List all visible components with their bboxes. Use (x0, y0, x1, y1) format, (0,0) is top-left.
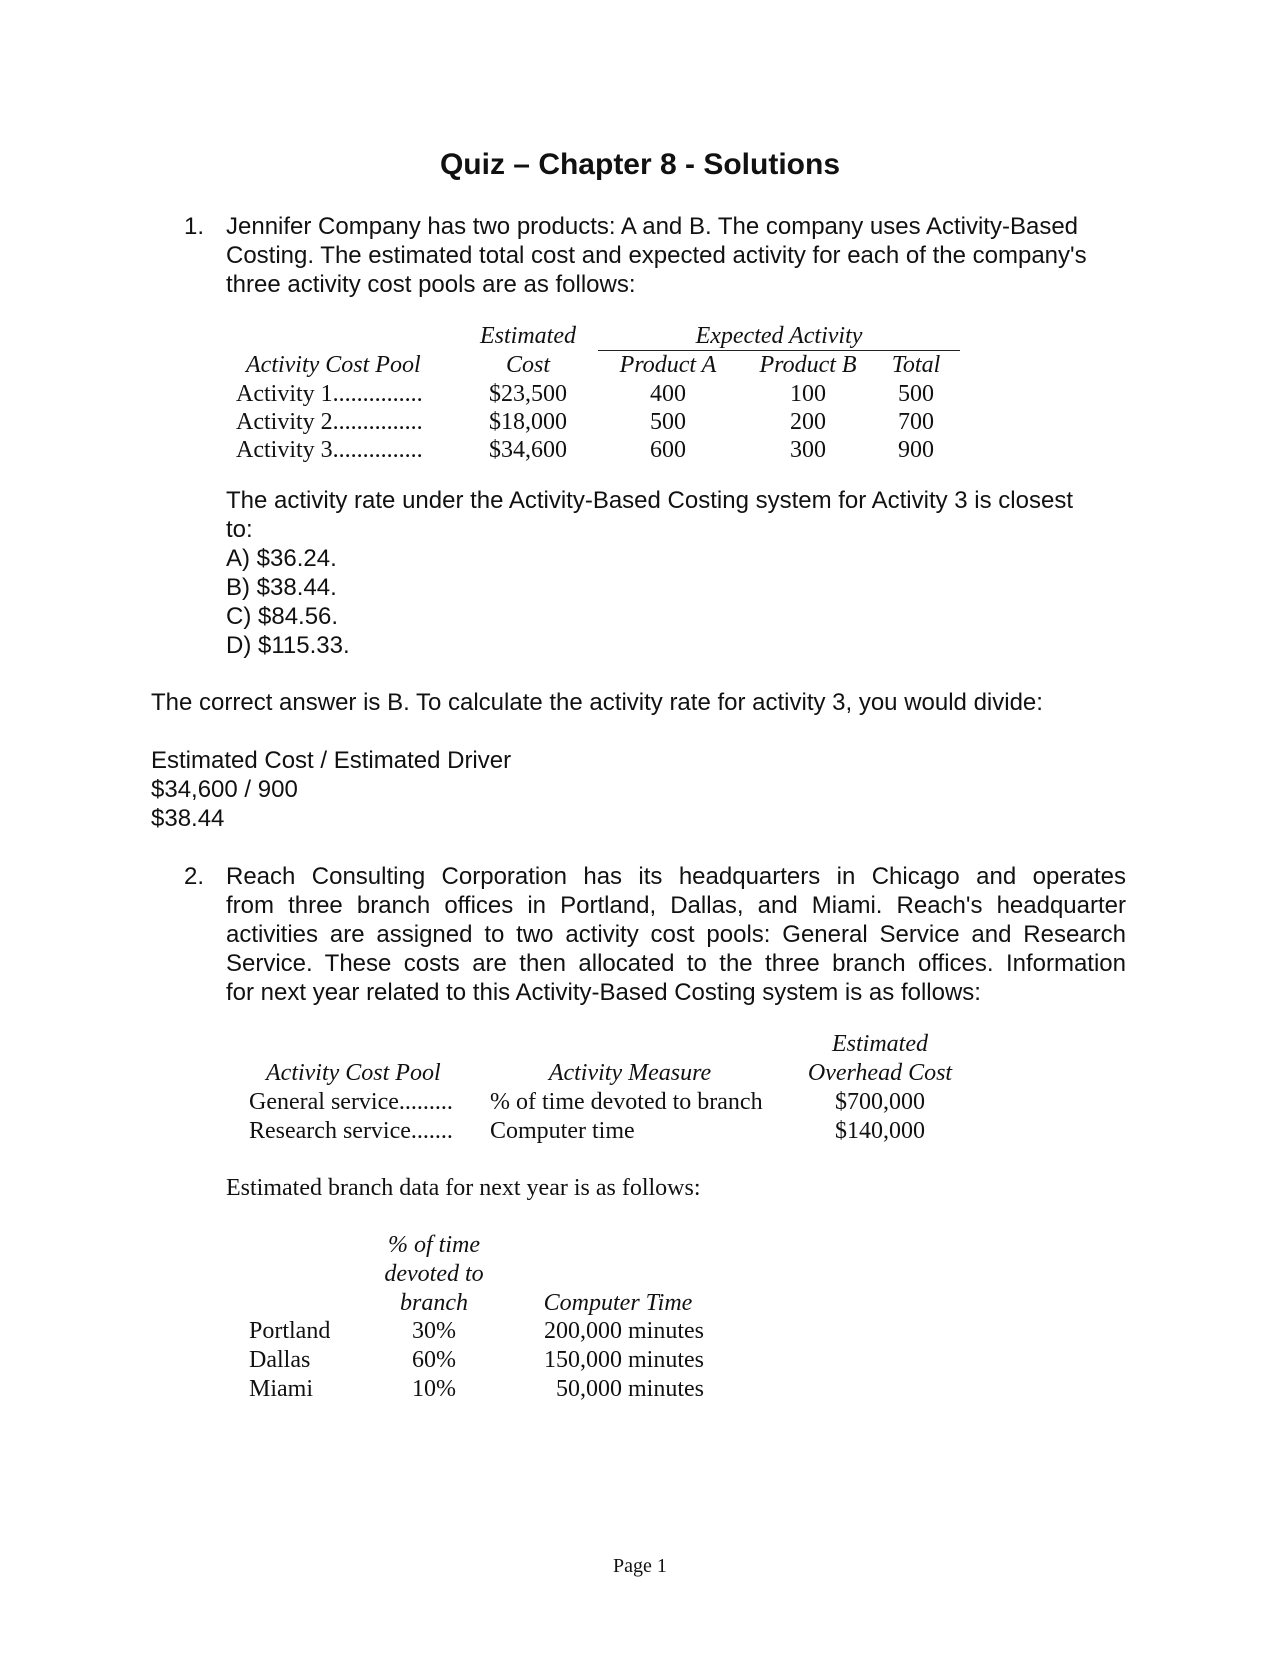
q1-row-cost: $18,000 (489, 409, 567, 435)
q1-row-product-a: 400 (650, 381, 686, 407)
solution-line: Estimated Cost / Estimated Driver (151, 747, 512, 774)
q1-row-product-b: 300 (790, 437, 826, 463)
q1-row-total: 500 (898, 381, 934, 407)
q1-header-pool: Activity Cost Pool (246, 352, 421, 378)
option-a: A) $36.24. (226, 545, 337, 572)
q2-header-measure: Activity Measure (548, 1060, 712, 1086)
branch-row-pct: 30% (412, 1318, 456, 1344)
leader-dots: ............... (332, 409, 423, 435)
q1-header-expected-activity: Expected Activity (695, 323, 863, 349)
q2-row-pool: Research service (249, 1118, 411, 1144)
q2-row-cost: $140,000 (835, 1118, 925, 1144)
q1-row-product-b: 100 (790, 381, 826, 407)
branch-header-pct: % of time (388, 1232, 480, 1258)
branch-row-pct: 10% (412, 1376, 456, 1402)
q1-row-total: 700 (898, 409, 934, 435)
q1-row-cost: $34,600 (489, 437, 567, 463)
branch-row-time: 50,000 minutes (556, 1376, 704, 1402)
q2-row-measure: % of time devoted to branch (490, 1089, 763, 1115)
leader-dots: ....... (410, 1118, 453, 1144)
leader-dots: ......... (398, 1089, 453, 1115)
q2-row-measure: Computer time (490, 1118, 635, 1144)
q1-header-product-b: Product B (759, 352, 857, 378)
question-2-line: activities are assigned to two activity cost pools: General Service and Research (226, 921, 1126, 948)
q1-row-product-a: 500 (650, 409, 686, 435)
option-d: D) $115.33. (226, 632, 350, 659)
branch-header-pct: devoted to (384, 1261, 484, 1287)
question-1-line: Jennifer Company has two products: A and B. The company uses Activity-Based (226, 213, 1079, 240)
page-title: Quiz – Chapter 8 - Solutions (439, 148, 841, 181)
q1-header-cost: Cost (505, 352, 550, 378)
branch-row-pct: 60% (412, 1347, 456, 1373)
question-2-line: Service. These costs are then allocated to the three branch offices. Information (226, 950, 1126, 977)
q1-header-product-a: Product A (619, 352, 717, 378)
q1-row-pool: Activity 3 (236, 437, 333, 463)
question-1-prompt: to: (226, 516, 253, 543)
option-b: B) $38.44. (226, 574, 337, 601)
question-2-line: for next year related to this Activity-Based Costing system is as follows: (226, 979, 981, 1006)
q1-header-total: Total (891, 352, 941, 378)
page-number: Page 1 (613, 1555, 667, 1577)
question-2-number: 2. (184, 863, 205, 890)
q2-row-cost: $700,000 (835, 1089, 925, 1115)
branch-row-city: Miami (249, 1376, 313, 1402)
question-1-number: 1. (184, 213, 205, 240)
branch-header-pct: branch (400, 1290, 468, 1316)
question-2-line: Reach Consulting Corporation has its headquarters in Chicago and operates (226, 863, 1126, 890)
branch-header-computer-time: Computer Time (543, 1290, 693, 1316)
question-1-line: Costing. The estimated total cost and expected activity for each of the company's (226, 242, 1087, 269)
q2-header-pool: Activity Cost Pool (266, 1060, 441, 1086)
q2-header-estimated: Estimated (832, 1031, 928, 1057)
branch-row-city: Dallas (249, 1347, 311, 1373)
question-1-line: three activity cost pools are as follows: (226, 271, 636, 298)
q1-row-pool: Activity 2 (236, 409, 333, 435)
q1-row-product-a: 600 (650, 437, 686, 463)
q1-row-cost: $23,500 (489, 381, 567, 407)
branch-row-city: Portland (249, 1318, 331, 1344)
question-2-line: from three branch offices in Portland, Dallas, and Miami. Reach's headquarter (226, 892, 1126, 919)
option-c: C) $84.56. (226, 603, 339, 630)
q1-row-pool: Activity 1 (236, 381, 333, 407)
question-1-prompt: The activity rate under the Activity-Based Costing system for Activity 3 is closest (226, 487, 1073, 514)
leader-dots: ............... (332, 437, 423, 463)
q1-row-total: 900 (898, 437, 934, 463)
branch-data-intro: Estimated branch data for next year is as follows: (226, 1175, 701, 1201)
q2-row-pool: General service (249, 1089, 399, 1115)
solution-answer: The correct answer is B. To calculate the activity rate for activity 3, you would divide: (151, 689, 1043, 716)
q2-header-overhead: Overhead Cost (807, 1060, 953, 1086)
branch-row-time: 150,000 minutes (544, 1347, 704, 1373)
solution-line: $34,600 / 900 (151, 776, 298, 803)
q1-header-estimated: Estimated (480, 323, 576, 349)
branch-row-time: 200,000 minutes (544, 1318, 704, 1344)
q1-row-product-b: 200 (790, 409, 826, 435)
leader-dots: ............... (332, 381, 423, 407)
solution-line: $38.44 (151, 805, 225, 832)
